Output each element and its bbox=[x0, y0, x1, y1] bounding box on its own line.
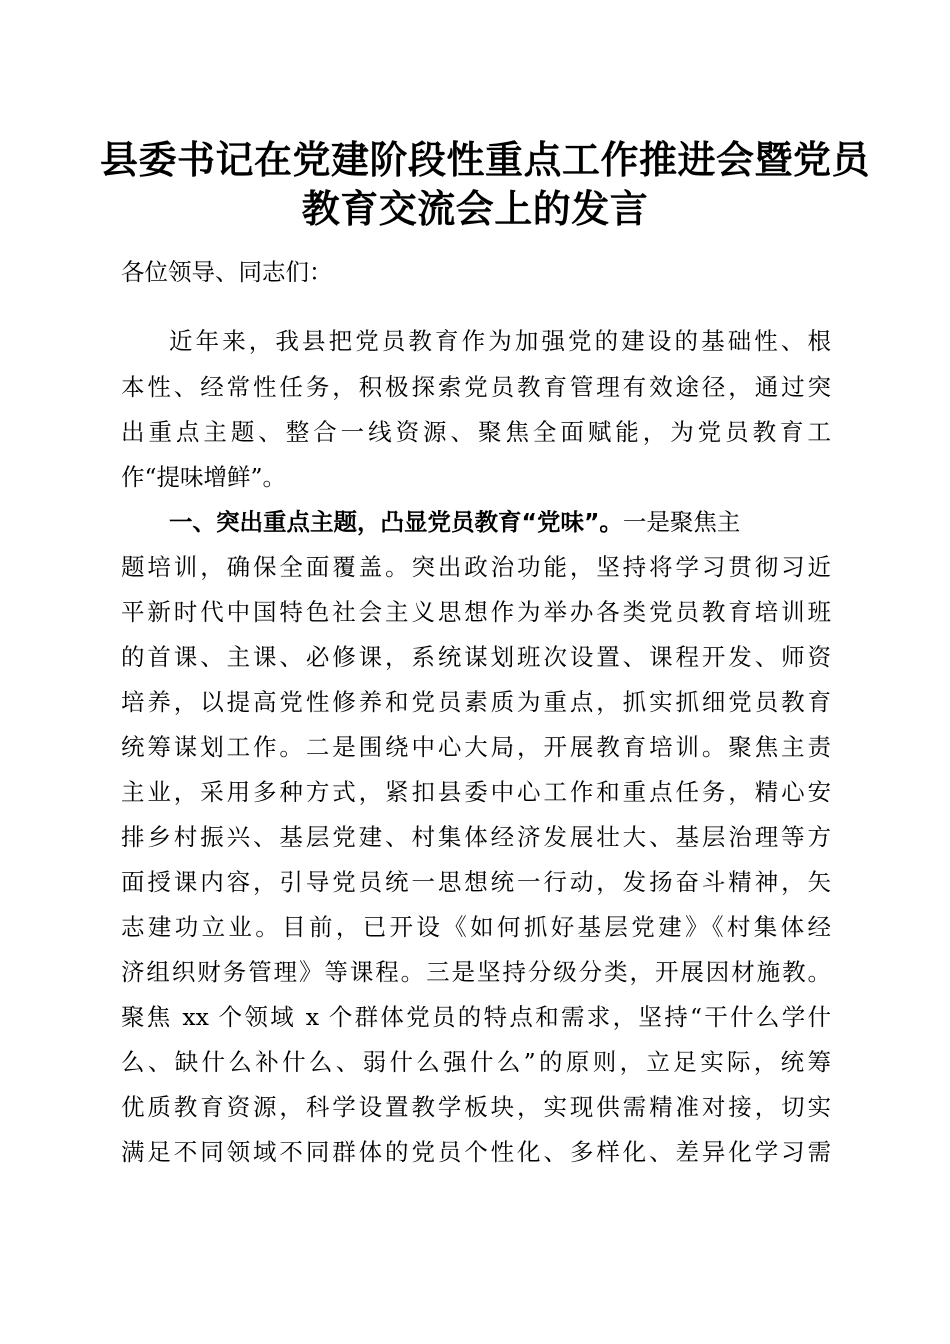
paragraph-line: 排乡村振兴、基层党建、村集体经济发展壮大、基层治理等方 bbox=[121, 823, 831, 851]
paragraph-line: 近年来，我县把党员教育作为加强党的建设的基础性、根 bbox=[169, 327, 831, 355]
paragraph-line: 聚焦 xx 个领域 x 个群体党员的特点和需求，坚持“干什么学什 bbox=[121, 1003, 831, 1031]
section-first-line bbox=[121, 502, 831, 542]
paragraph-line: 出重点主题、整合一线资源、聚焦全面赋能，为党员教育工 bbox=[121, 418, 831, 446]
paragraph-line: 平新时代中国特色社会主义思想作为举办各类党员教育培训班 bbox=[121, 598, 831, 626]
section-heading: 一、突出重点主题，凸显党员教育“党味”。 bbox=[169, 508, 623, 536]
paragraph-line: 满足不同领域不同群体的党员个性化、多样化、差异化学习需 bbox=[121, 1138, 831, 1166]
document-title-line-2: 教育交流会上的发言 bbox=[301, 186, 649, 231]
paragraph-line: 志建功立业。目前，已开设《如何抓好基层党建》《村集体经 bbox=[121, 913, 831, 941]
paragraph-line: 主业，采用多种方式，紧扣县委中心工作和重点任务，精心安 bbox=[121, 778, 831, 806]
paragraph-line: 题培训，确保全面覆盖。突出政治功能，坚持将学习贯彻习近 bbox=[121, 553, 831, 581]
salutation: 各位领导、同志们： bbox=[121, 258, 333, 286]
paragraph-line: 么、缺什么补什么、弱什么强什么”的原则，立足实际，统筹 bbox=[121, 1048, 831, 1076]
paragraph-line: 的首课、主课、必修课，系统谋划班次设置、课程开发、师资 bbox=[121, 643, 831, 671]
paragraph-line: 优质教育资源，科学设置教学板块，实现供需精准对接，切实 bbox=[121, 1093, 831, 1121]
section-first-line-text: 一是聚焦主 bbox=[622, 508, 741, 536]
paragraph-line: 本性、经常性任务，积极探索党员教育管理有效途径，通过突 bbox=[121, 373, 831, 401]
paragraph-line: 统筹谋划工作。二是围绕中心大局，开展教育培训。聚焦主责 bbox=[121, 733, 831, 761]
document-title-line-1: 县委书记在党建阶段性重点工作推进会暨党员 bbox=[100, 137, 871, 182]
paragraph-line: 面授课内容，引导党员统一思想统一行动，发扬奋斗精神，矢 bbox=[121, 868, 831, 896]
paragraph-line: 济组织财务管理》等课程。三是坚持分级分类，开展因材施教。 bbox=[121, 958, 831, 986]
paragraph-line: 培养，以提高党性修养和党员素质为重点，抓实抓细党员教育 bbox=[121, 688, 831, 716]
paragraph-line: 作“提味增鲜”。 bbox=[121, 463, 287, 491]
